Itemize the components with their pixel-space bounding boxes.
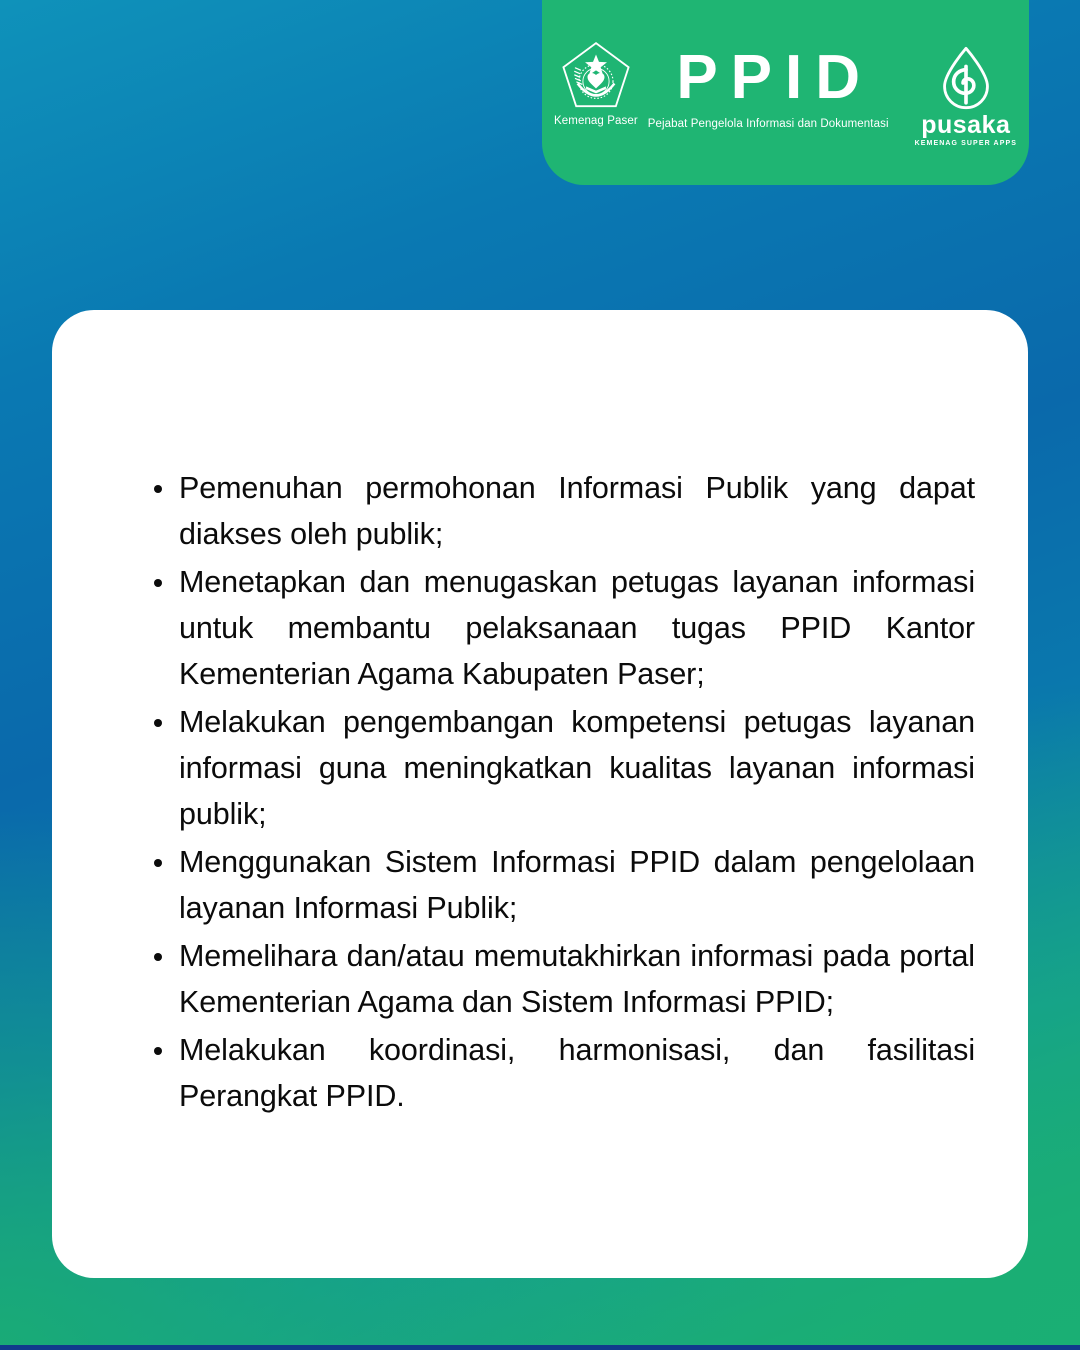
list-item	[135, 839, 975, 931]
list-item	[135, 1027, 975, 1119]
duty-bullet-list	[135, 465, 975, 1121]
list-item-text: Menetapkan dan menugaskan petugas layanan informasi untuk membantu pelaksanaan tugas PPID Kantor Kementerian Agama Kabupaten Paser;	[179, 565, 975, 691]
ppid-wordmark-block	[647, 42, 889, 130]
list-item-text: Memelihara dan/atau memutakhirkan informasi pada portal Kementerian Agama dan Sistem Informasi PPID;	[179, 939, 975, 1019]
ppid-wordmark: PPID	[676, 42, 874, 112]
header-banner	[542, 0, 1029, 185]
kemenag-logo-block	[554, 41, 638, 127]
pusaka-waterdrop-icon	[939, 45, 993, 111]
bottom-accent-strip	[0, 1345, 1080, 1350]
list-item-text: Menggunakan Sistem Informasi PPID dalam pengelolaan layanan Informasi Publik;	[179, 845, 975, 925]
header-logo-row	[554, 41, 1017, 147]
kemenag-caption: Kemenag Paser	[554, 114, 638, 127]
pusaka-logo-block	[915, 45, 1017, 147]
list-item	[135, 933, 975, 1025]
list-item-text: Pemenuhan permohonan Informasi Publik yang dapat diakses oleh publik;	[179, 471, 975, 551]
ppid-caption: Pejabat Pengelola Informasi dan Dokumentasi	[647, 117, 889, 130]
list-item	[135, 699, 975, 837]
kemenag-pentagon-icon	[560, 41, 632, 109]
pusaka-wordmark: pusaka	[921, 110, 1011, 139]
list-item	[135, 465, 975, 557]
list-item-text: Melakukan pengembangan kompetensi petugas layanan informasi guna meningkatkan kualitas layanan informasi publik;	[179, 705, 975, 831]
list-item	[135, 559, 975, 697]
list-item-text: Melakukan koordinasi, harmonisasi, dan fasilitasi Perangkat PPID.	[179, 1033, 975, 1113]
pusaka-tagline: KEMENAG SUPER APPS	[914, 139, 1017, 147]
content-card	[52, 310, 1028, 1278]
